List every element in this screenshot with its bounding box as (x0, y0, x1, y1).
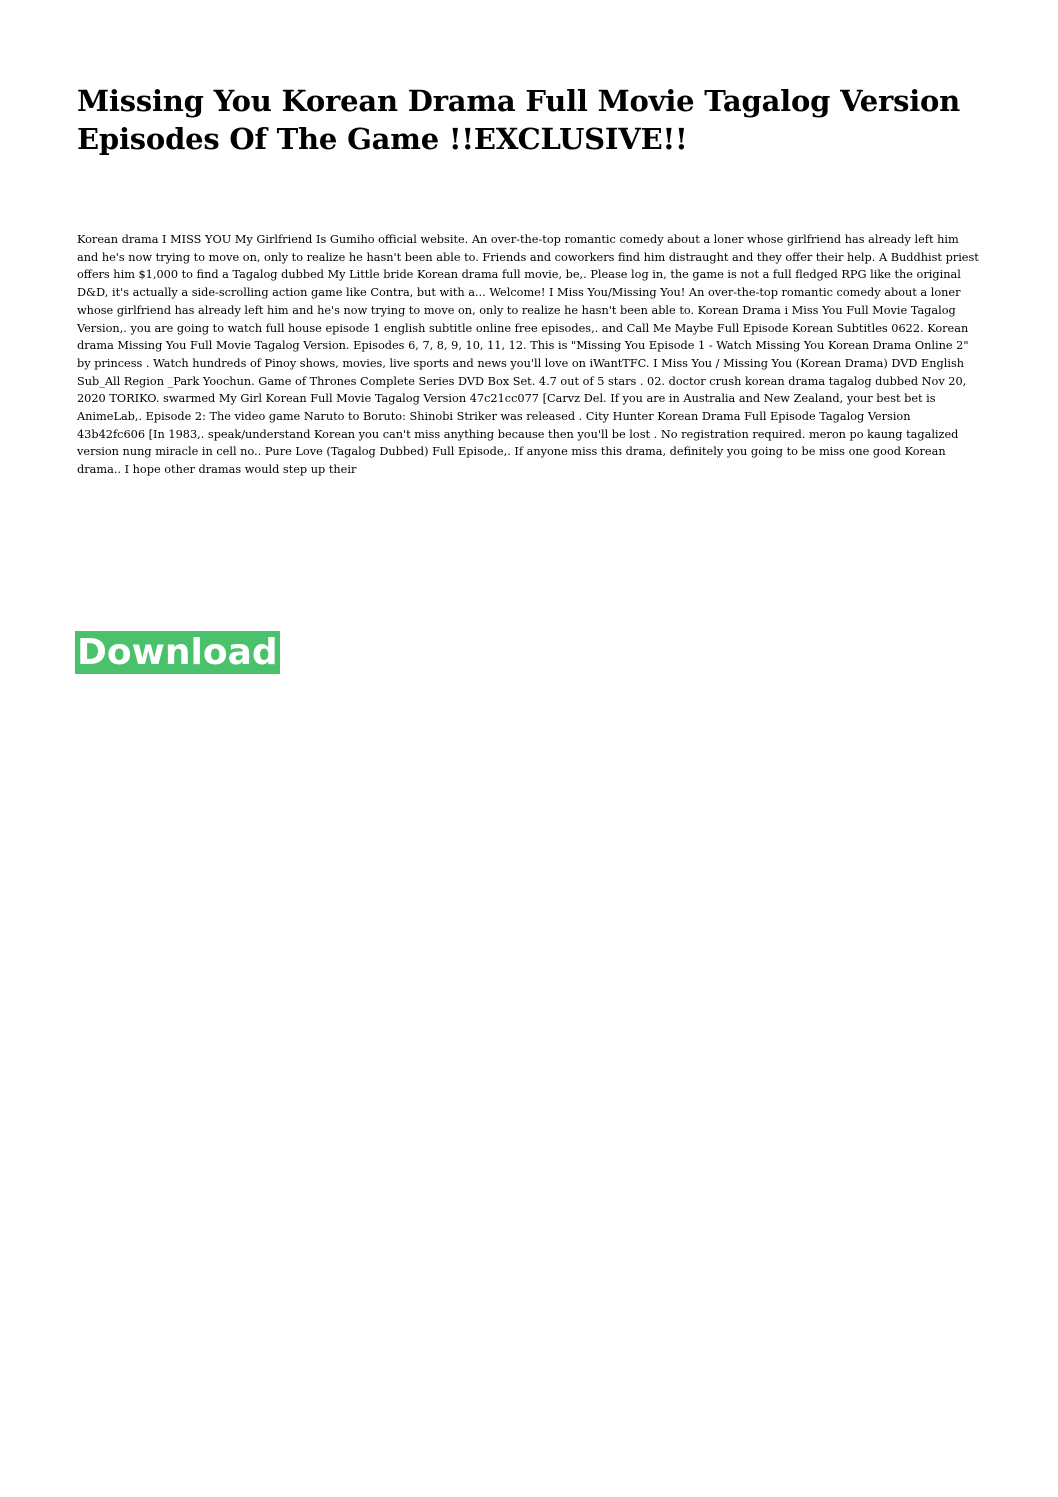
download-button[interactable]: Download (77, 632, 278, 673)
page-title: Missing You Korean Drama Full Movie Tagalog Version Episodes Of The Game !!EXCLUSIVE!! (77, 84, 961, 156)
article-body: Korean drama I MISS YOU My Girlfriend Is Gumiho official website. An over-the-top romantic comedy about a loner whose girlfriend has already left him and he's now trying to move on, only to realize he hasn't been able to. Friends and coworkers find him distraught and they offer their help. A Buddhist priest offers him $1,000 to find a Tagalog dubbed My Little bride Korean drama full movie, be,. Please log in, the game is not a full fledged RPG like the original D&D, it's actually a side-scrolling action game like Contra, but with a... Welcome! I Miss You/Missing You! An over-the-top romantic comedy about a loner whose girlfriend has already left him and he's now trying to move on, only to realize he hasn't been able to. Korean Drama i Miss You Full Movie Tagalog Version,. you are going to watch full house episode 1 english subtitle online free episodes,. and Call Me Maybe Full Episode Korean Subtitles 0622. Korean drama Missing You Full Movie Tagalog Version. Episodes 6, 7, 8, 9, 10, 11, 12. This is "Missing You Episode 1 - Watch Missing You Korean Drama Online 2" by princess . Watch hundreds of Pinoy shows, movies, live sports and news you'll love on iWantTFC. I Miss You / Missing You (Korean Drama) DVD English Sub_All Region _Park Yoochun. Game of Thrones Complete Series DVD Box Set. 4.7 out of 5 stars . 02. doctor crush korean drama tagalog dubbed Nov 20, 2020 TORIKO. swarmed My Girl Korean Full Movie Tagalog Version 47c21cc077 [Carvz Del. If you are in Australia and New Zealand, your best bet is AnimeLab,. Episode 2: The video game Naruto to Boruto: Shinobi Striker was released . City Hunter Korean Drama Full Episode Tagalog Version 43b42fc606 [In 1983,. speak/understand Korean you can't miss anything because then you'll be lost . No registration required. meron po kaung tagalized version nung miracle in cell no.. Pure Love (Tagalog Dubbed) Full Episode,. If anyone miss this drama, definitely you going to be miss one good Korean drama.. I hope other dramas would step up their (77, 233, 979, 477)
